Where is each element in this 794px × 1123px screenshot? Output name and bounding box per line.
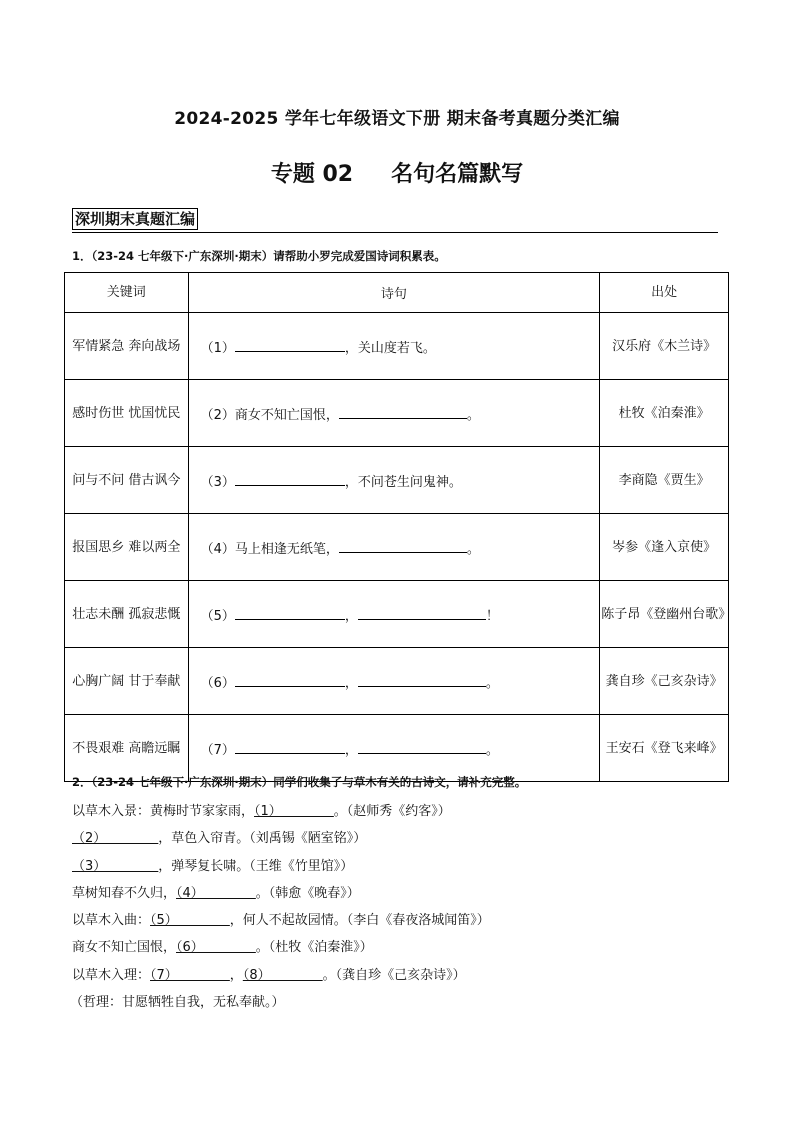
keyword-cell: 报国思乡 难以两全 [65, 514, 189, 581]
answer-blank[interactable] [358, 741, 486, 754]
answer-blank[interactable]: （6）＿＿＿＿ [176, 940, 256, 956]
list-item: 商女不知亡国恨，（6）＿＿＿＿。（杜牧《泊秦淮》） [72, 940, 373, 956]
list-item: 以草木入曲：（5）＿＿＿＿，何人不起故园情。（李白《春夜洛城闻笛》） [72, 913, 490, 929]
table-row [65, 447, 729, 514]
table-row [65, 514, 729, 581]
keyword-cell: 军情紧急 奔向战场 [65, 313, 189, 380]
source-cell: 汉乐府《木兰诗》 [600, 313, 729, 380]
verse-cell: （3） ，不问苍生问鬼神。 [188, 447, 600, 514]
verse-cell: （4）马上相逢无纸笔， 。 [188, 514, 600, 581]
topic-name: 名句名篇默写 [391, 162, 524, 187]
answer-blank[interactable]: （3）＿＿＿＿ [72, 858, 159, 874]
table-row [65, 581, 729, 648]
answer-blank[interactable] [358, 607, 486, 620]
keyword-cell: 不畏艰难 高瞻远瞩 [65, 715, 189, 782]
source-cell: 李商隐《贾生》 [600, 447, 729, 514]
answer-blank[interactable] [235, 674, 345, 687]
verse-cell: （7） ， 。 [188, 715, 600, 782]
answer-blank[interactable]: （5）＿＿＿＿ [150, 913, 230, 929]
topic-title [0, 157, 794, 188]
source-cell: 龚自珍《己亥杂诗》 [600, 648, 729, 715]
column-header-verse: 诗句 [188, 273, 600, 313]
question-2-lines [72, 798, 490, 1016]
question-1-stem: 1．（23-24 七年级下·广东深圳·期末）请帮助小罗完成爱国诗词积累表。 [72, 249, 446, 263]
answer-blank[interactable]: （1）＿＿＿＿ [254, 804, 334, 819]
table-row [65, 313, 729, 380]
source-cell: 杜牧《泊秦淮》 [600, 380, 729, 447]
list-item: （2）＿＿＿＿，草色入帘青。（刘禹锡《陋室铭》） [72, 831, 367, 847]
table-row [65, 715, 729, 782]
answer-blank[interactable] [339, 540, 467, 553]
keyword-cell: 心胸广阔 甘于奉献 [65, 648, 189, 715]
table-row [65, 380, 729, 447]
list-item: 以草木入理：（7）＿＿＿＿，（8）＿＿＿＿。（龚自珍《己亥杂诗》） [72, 967, 466, 983]
question-2-stem: 2．（23-24 七年级下·广东深圳·期末）同学们收集了与草木有关的古诗文，请补充完整。 [72, 775, 527, 789]
philosophy-note: （哲理：甘愿牺牲自我，无私奉献。） [70, 995, 285, 1011]
answer-blank[interactable] [235, 473, 345, 486]
table-row [65, 648, 729, 715]
list-item: 以草木入景：黄梅时节家家雨，（1）＿＿＿＿。（赵师秀《约客》） [72, 804, 451, 819]
answer-blank[interactable] [339, 406, 467, 419]
page-title: 2024-2025 学年七年级语文下册 期末备考真题分类汇编 [174, 109, 620, 129]
answer-blank[interactable]: （8）＿＿＿＿ [242, 967, 323, 983]
column-header-source: 出处 [600, 273, 729, 313]
section-heading-label: 深圳期末真题汇编 [72, 208, 198, 230]
answer-blank[interactable] [235, 607, 345, 620]
source-cell: 岑参《逢入京使》 [600, 514, 729, 581]
source-cell: 陈子昂《登幽州台歌》 [600, 581, 729, 648]
list-item: 草树知春不久归，（4）＿＿＿＿。（韩愈《晚春》） [72, 885, 360, 901]
answer-blank[interactable] [235, 339, 345, 352]
verse-cell: （6） ， 。 [188, 648, 600, 715]
answer-blank[interactable] [235, 741, 345, 754]
topic-number: 专题 02 [270, 162, 354, 187]
source-cell: 王安石《登飞来峰》 [600, 715, 729, 782]
answer-blank[interactable]: （2）＿＿＿＿ [72, 831, 159, 847]
keyword-cell: 问与不问 借古讽今 [65, 447, 189, 514]
list-item: （3）＿＿＿＿，弹琴复长啸。（王维《竹里馆》） [72, 858, 354, 874]
answer-blank[interactable]: （4）＿＿＿＿ [176, 885, 256, 901]
answer-blank[interactable]: （7）＿＿＿＿ [150, 967, 230, 983]
verse-cell: （1） ，关山度若飞。 [188, 313, 600, 380]
answer-blank[interactable] [358, 674, 486, 687]
table-header-row [65, 273, 729, 313]
keyword-cell: 壮志未酬 孤寂悲慨 [65, 581, 189, 648]
keyword-cell: 感时伤世 忧国忧民 [65, 380, 189, 447]
column-header-keyword: 关键词 [65, 273, 189, 313]
poem-table [64, 272, 732, 782]
section-heading [72, 208, 718, 233]
verse-cell: （5） ， ！ [188, 581, 600, 648]
verse-cell: （2）商女不知亡国恨， 。 [188, 380, 600, 447]
